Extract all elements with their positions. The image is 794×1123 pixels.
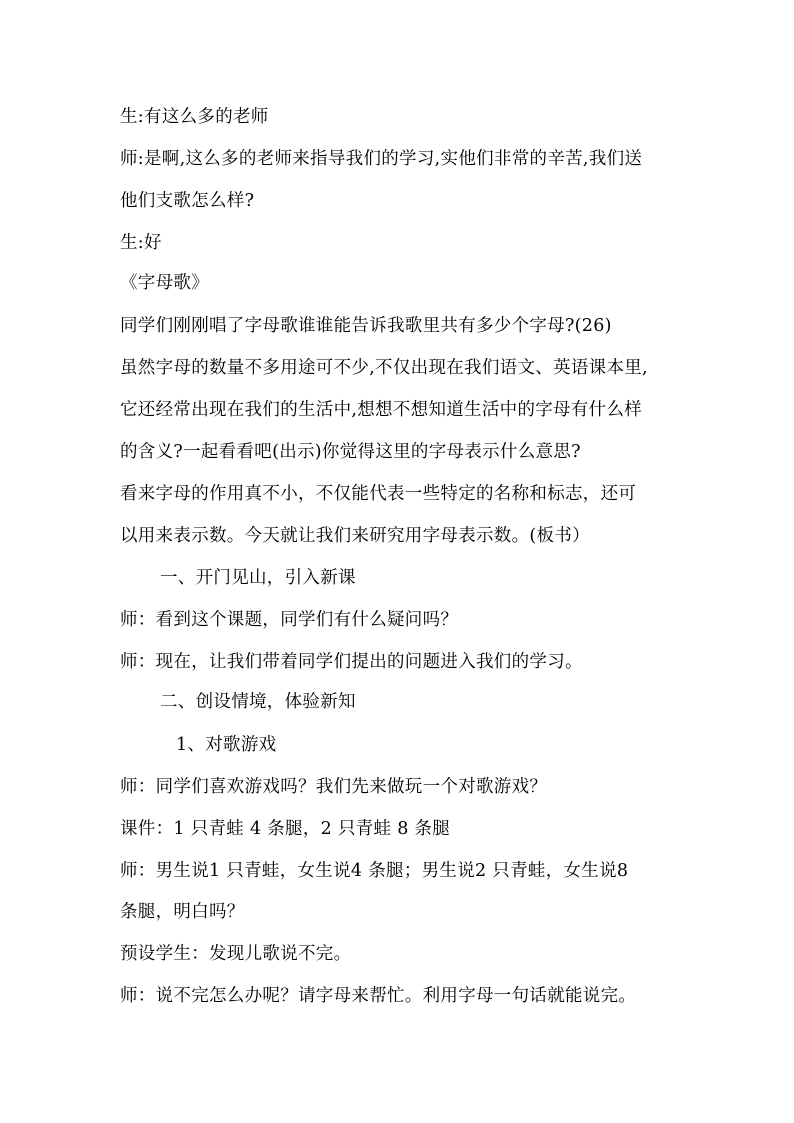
text-line: 的含义?一起看看吧(出示)你觉得这里的字母表示什么意思? [120,442,581,462]
text-line: 看来字母的作用真不小，不仅能代表一些特定的名称和标志，还可 [120,484,637,504]
subsection-heading: 1、对歌游戏 [176,735,277,755]
text-line: 师：看到这个课题，同学们有什么疑问吗？ [120,610,459,630]
text-line: 条腿，明白吗？ [120,902,245,922]
text-line: 生:好 [120,233,162,253]
text-line: 虽然字母的数量不多用途可不少,不仅出现在我们语文、英语课本里, [120,358,648,378]
text-line: 师：说不完怎么办呢？请字母来帮忙。利用字母一句话就能说完。 [120,986,637,1006]
section-heading: 二、创设情境，体验新知 [160,692,356,712]
text-line: 师：现在，让我们带着同学们提出的问题进入我们的学习。 [120,652,583,672]
text-line: 同学们刚刚唱了字母歌谁谁能告诉我歌里共有多少个字母?(26) [120,316,612,336]
text-line: 他们支歌怎么样? [120,191,255,211]
section-heading: 一、开门见山，引入新课 [160,568,356,588]
text-line: 以用来表示数。今天就让我们来研究用字母表示数。(板书） [120,526,590,546]
text-line: 预设学生：发现儿歌说不完。 [120,944,352,964]
text-line: 《字母歌》 [120,273,209,293]
text-line: 师：男生说1 只青蛙，女生说4 条腿；男生说2 只青蛙，女生说8 [120,861,629,881]
text-line: 生:有这么多的老师 [120,107,269,127]
text-line: 课件：1 只青蛙 4 条腿，2 只青蛙 8 条腿 [120,819,451,839]
text-line: 它还经常出现在我们的生活中,想想不想知道生活中的字母有什么样 [120,400,643,420]
text-line: 师：同学们喜欢游戏吗？我们先来做玩一个对歌游戏？ [120,777,548,797]
text-line: 师:是啊,这么多的老师来指导我们的学习,实他们非常的辛苦,我们送 [120,149,643,169]
